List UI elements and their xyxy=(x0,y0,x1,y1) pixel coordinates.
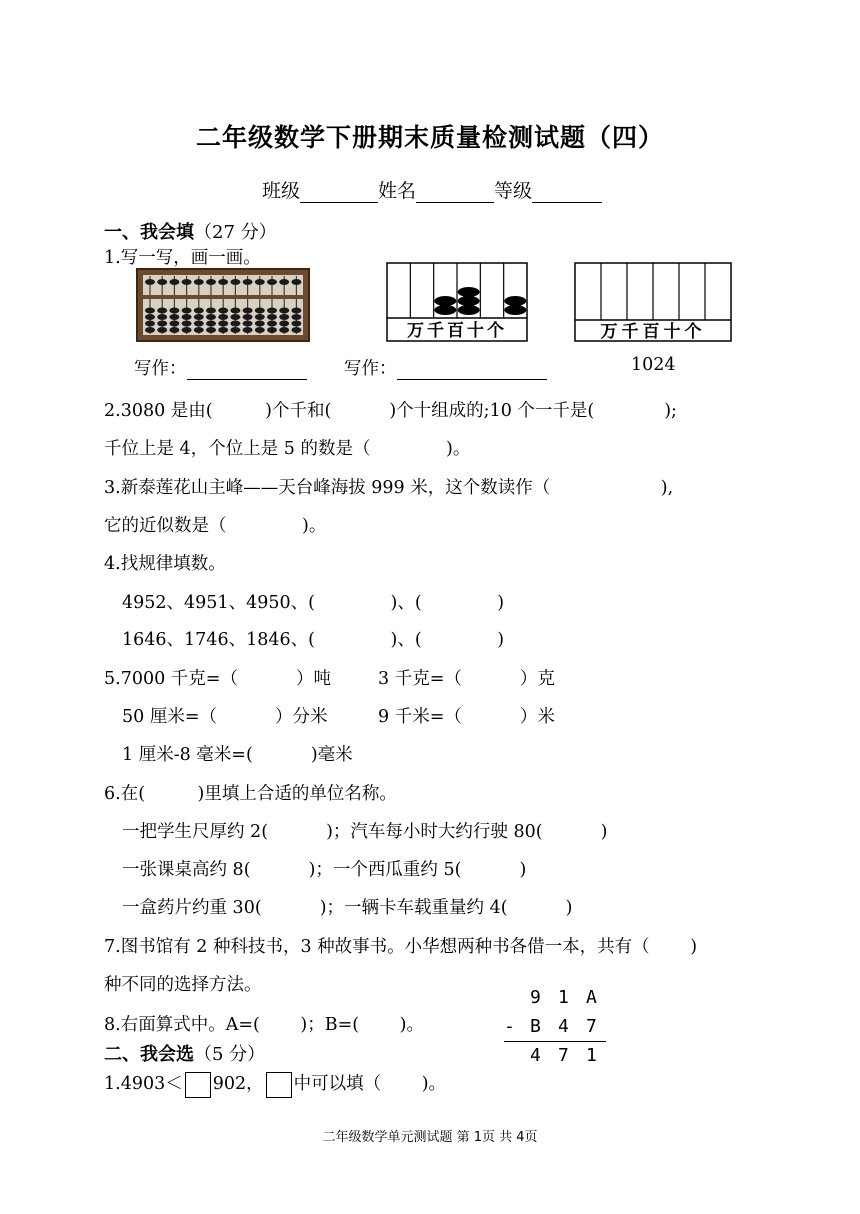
abacus-bead xyxy=(230,321,240,327)
q5-d: 9 千米=（ ）米 xyxy=(378,707,555,727)
name-label: 姓名 xyxy=(378,180,417,202)
abacus-bead xyxy=(157,279,167,285)
sub-r3-c2: 7 xyxy=(558,1045,569,1066)
abacus-bead xyxy=(145,327,155,333)
abacus-bead xyxy=(169,308,179,314)
sub-r2-c3: 7 xyxy=(586,1016,597,1037)
abacus-bead xyxy=(230,327,240,333)
abacus-bead xyxy=(206,279,216,285)
sub-r2-c1: B xyxy=(530,1016,541,1037)
abacus-bead xyxy=(230,314,240,320)
abacus-bead xyxy=(182,308,192,314)
abacus-bead xyxy=(145,314,155,320)
s2q1-prefix: 1.4903＜ xyxy=(104,1074,183,1094)
abacus-bead xyxy=(291,314,301,320)
abacus-image xyxy=(136,268,310,342)
s2q1-middle: 902， xyxy=(212,1074,264,1094)
q1-text: 1.写一写，画一画。 xyxy=(104,248,261,268)
section1-points: （27 分） xyxy=(194,222,277,243)
abacus-bead xyxy=(194,308,204,314)
abacus-bead xyxy=(243,314,253,320)
abacus-bead xyxy=(279,327,289,333)
abacus-bead xyxy=(206,308,216,314)
q1-write-blank-1[interactable] xyxy=(187,361,307,380)
abacus-bead xyxy=(157,308,167,314)
q5-b: 3 千克=（ ）克 xyxy=(378,669,555,689)
abacus-bead xyxy=(169,279,179,285)
q4-seq2: 1646、1746、1846、( )、( ) xyxy=(122,630,505,650)
abacus-bead xyxy=(169,314,179,320)
s2-q1 xyxy=(104,1070,446,1098)
counter1-place-labels: 万千百十个 xyxy=(407,321,507,341)
abacus-bead xyxy=(279,314,289,320)
abacus-bead xyxy=(182,321,192,327)
q6-text: 6.在( )里填上合适的单位名称。 xyxy=(104,784,397,804)
q4-text: 4.找规律填数。 xyxy=(104,554,226,574)
abacus-bead xyxy=(267,327,277,333)
sub-r1-c2: 1 xyxy=(558,987,569,1008)
sub-r3-c3: 1 xyxy=(586,1045,597,1066)
abacus-bead xyxy=(243,327,253,333)
abacus-bead xyxy=(182,314,192,320)
abacus-bead xyxy=(255,279,265,285)
abacus-bead xyxy=(267,279,277,285)
abacus-bead xyxy=(291,321,301,327)
abacus-bead xyxy=(194,314,204,320)
grade-blank[interactable] xyxy=(532,184,602,203)
q7-line2: 种不同的选择方法。 xyxy=(104,975,262,995)
counter2-place-labels: 万千百十个 xyxy=(600,322,706,342)
sub-r1-c3: A xyxy=(586,987,597,1008)
q6-line3: 一盒药片约重 30( )；一辆卡车载重量约 4( ) xyxy=(122,898,573,918)
abacus-bead xyxy=(255,314,265,320)
q4-seq1: 4952、4951、4950、( )、( ) xyxy=(122,593,505,613)
page-footer: 二年级数学单元测试题 第 1页 共 4页 xyxy=(322,1130,538,1145)
abacus-bead xyxy=(267,321,277,327)
section2-heading xyxy=(104,1040,265,1066)
section1-title: 一、我会填 xyxy=(104,222,194,243)
counter-with-beads xyxy=(386,262,528,342)
abacus-bead xyxy=(206,314,216,320)
abacus-bead xyxy=(267,308,277,314)
abacus-bead xyxy=(218,314,228,320)
vertical-subtraction xyxy=(500,985,610,1067)
answer-box-2[interactable] xyxy=(266,1072,292,1098)
minus-sign: - xyxy=(504,1016,515,1037)
q1-write-1 xyxy=(134,355,307,380)
abacus-bead xyxy=(243,279,253,285)
answer-box-1[interactable] xyxy=(185,1072,211,1098)
q8-text: 8.右面算式中。A=( )；B=( )。 xyxy=(104,1015,424,1035)
q1-write-label-2: 写作： xyxy=(344,359,397,379)
q2-line1: 2.3080 是由( )个千和( )个十组成的;10 个一千是( ); xyxy=(104,401,677,421)
q6-line2: 一张课桌高约 8( )；一个西瓜重约 5( ) xyxy=(122,860,527,880)
counter-bead xyxy=(434,296,456,306)
abacus-bead xyxy=(182,327,192,333)
abacus-bead xyxy=(145,279,155,285)
section2-title: 二、我会选 xyxy=(104,1044,194,1065)
class-blank[interactable] xyxy=(300,184,378,203)
sum-line xyxy=(504,1041,606,1042)
s2q1-suffix: 中可以填（ )。 xyxy=(293,1074,447,1094)
counter-empty xyxy=(574,262,732,342)
abacus-bead xyxy=(267,314,277,320)
abacus-bead xyxy=(243,308,253,314)
abacus-bead xyxy=(218,327,228,333)
abacus-bead xyxy=(169,321,179,327)
counter-bead xyxy=(458,296,480,306)
abacus-bead xyxy=(194,279,204,285)
q1-write-2 xyxy=(344,355,547,380)
abacus-bead xyxy=(230,308,240,314)
abacus-bead xyxy=(291,279,301,285)
grade-label: 等级 xyxy=(494,180,533,202)
abacus-bead xyxy=(230,279,240,285)
q5-c: 50 厘米=（ ）分米 xyxy=(122,707,328,727)
abacus-bead xyxy=(206,321,216,327)
abacus-bead xyxy=(255,327,265,333)
q5-e: 1 厘米-8 毫米=( )毫米 xyxy=(122,745,353,765)
student-info xyxy=(262,176,602,203)
counter-bead xyxy=(504,296,526,306)
q6-line1: 一把学生尺厚约 2( )；汽车每小时大约行驶 80( ) xyxy=(122,822,608,842)
counter-bead xyxy=(458,305,480,315)
abacus-bead xyxy=(194,321,204,327)
page-title: 二年级数学下册期末质量检测试题（四） xyxy=(195,123,664,152)
abacus-bead xyxy=(218,321,228,327)
q1-write-label-1: 写作： xyxy=(134,359,187,379)
q1-number: 1024 xyxy=(631,355,676,375)
abacus-bead xyxy=(157,327,167,333)
sub-r2-c2: 4 xyxy=(558,1016,569,1037)
abacus-bead xyxy=(291,308,301,314)
section1-heading xyxy=(104,218,277,244)
abacus-bead xyxy=(182,279,192,285)
sub-r1-c1: 9 xyxy=(530,987,541,1008)
abacus-bead xyxy=(194,327,204,333)
q1-write-blank-2[interactable] xyxy=(397,361,547,380)
abacus-bead xyxy=(218,279,228,285)
q5-a: 5.7000 千克=（ ）吨 xyxy=(104,669,332,689)
counter-bead xyxy=(434,305,456,315)
abacus-bead xyxy=(157,314,167,320)
abacus-bead xyxy=(206,327,216,333)
abacus-bead xyxy=(218,308,228,314)
q3-line2: 它的近似数是（ )。 xyxy=(104,516,327,536)
q7-line1: 7.图书馆有 2 种科技书，3 种故事书。小华想两种书各借一本，共有（ ) xyxy=(104,937,698,957)
abacus-bead xyxy=(255,321,265,327)
abacus-bead xyxy=(279,279,289,285)
abacus-bead xyxy=(243,321,253,327)
counter-bead xyxy=(458,287,480,297)
name-blank[interactable] xyxy=(416,184,494,203)
q3-line1: 3.新泰莲花山主峰——天台峰海拔 999 米，这个数读作（ ), xyxy=(104,478,674,498)
abacus-bead xyxy=(169,327,179,333)
abacus-bead xyxy=(145,308,155,314)
section2-points: （5 分） xyxy=(194,1044,266,1065)
counter-bead xyxy=(504,305,526,315)
sub-r3-c1: 4 xyxy=(530,1045,541,1066)
class-label: 班级 xyxy=(262,180,301,202)
abacus-bead xyxy=(279,308,289,314)
abacus-bead xyxy=(255,308,265,314)
q2-line2: 千位上是 4，个位上是 5 的数是（ )。 xyxy=(104,439,471,459)
abacus-bead xyxy=(157,321,167,327)
abacus-bead xyxy=(145,321,155,327)
abacus-bead xyxy=(291,327,301,333)
abacus-bead xyxy=(279,321,289,327)
